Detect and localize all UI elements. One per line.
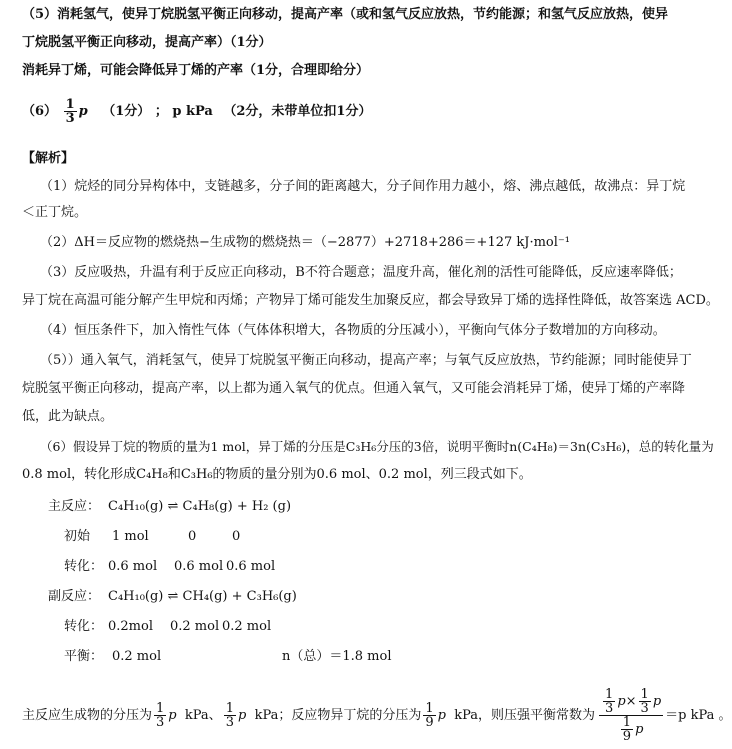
big-frac-num (599, 688, 663, 716)
big-frac-den (617, 716, 646, 743)
final-text-3: kPa；反应物异丁烷的分压为 (254, 707, 422, 723)
fraction (603, 688, 615, 715)
main-reaction-label: 主反应： (48, 499, 101, 514)
frac-den: 3 (65, 111, 75, 126)
analysis-6-line1: （6）假设异丁烷的物质的量为1 mol，异丁烯的分压是C₃H₆分压的3倍，说明平衡时n(C₄H₈)＝3n(C₃H₆)，总的转化量为 (40, 439, 714, 454)
final-text-5: ＝p kPa 。 (665, 707, 732, 723)
unit-text: p kPa (172, 104, 213, 119)
frac-num: 1 (605, 687, 614, 702)
conv-value: 0.6 mol (226, 559, 276, 574)
total-moles: n（总）＝1.8 mol (282, 649, 392, 664)
analysis-1-line1: （1）烷烃的同分异构体中，支链越多，分子间的距离越大，分子间作用力越小，熔、沸点越低，故沸点：异丁烷 (40, 179, 686, 194)
frac-num: 1 (640, 687, 649, 702)
conv2-label: 转化： (64, 619, 104, 634)
analysis-title: 【解析】 (22, 151, 75, 166)
fraction-one-third (64, 98, 77, 125)
fraction (423, 702, 435, 729)
var-p: p (78, 104, 88, 119)
answer-5-line2: 丁烷脱氢平衡正向移动，提高产率）（1分） (22, 35, 272, 50)
conv-value: 0.6 mol (174, 559, 224, 574)
frac-den: 9 (622, 729, 632, 744)
frac-num: 1 (622, 715, 632, 730)
final-text-4: kPa，则压强平衡常数为 (454, 707, 596, 723)
score-1: （1分） (102, 104, 151, 119)
var-p: p (652, 694, 662, 709)
side-reaction-label: 副反应： (48, 589, 101, 604)
conv-value: 0.6 mol (108, 559, 158, 574)
answer-6-label: （6） (22, 104, 58, 119)
analysis-3-line1: （3）反应吸热，升温有利于反应正向移动，B不符合题意；温度升高，催化剂的活性可能降低，反应速率降低； (40, 265, 682, 280)
var-p: p (168, 707, 177, 723)
answer-6 (22, 98, 371, 125)
var-p: p (437, 707, 446, 723)
analysis-5-line1: （5））通入氧气，消耗氢气，使异丁烷脱氢平衡正向移动，提高产率；与氧气反应放热，节约能源；同时能使异丁 (40, 353, 692, 368)
answer-5-line1: （5）消耗氢气，使异丁烷脱氢平衡正向移动，提高产率（或和氢气反应放热，节约能源；和氢气反应放热，使异 (22, 7, 669, 22)
analysis-5-line3: 低，此为缺点。 (22, 409, 114, 424)
fraction (621, 716, 633, 743)
frac-den: 3 (640, 701, 649, 716)
analysis-4: （4）恒压条件下，加入惰性气体（气体体积增大，各物质的分压减小），平衡向气体分子数增加的方向移动。 (40, 323, 666, 338)
frac-den: 3 (156, 715, 165, 730)
times-sign: × (625, 694, 637, 709)
init-label: 初始 (64, 529, 91, 544)
fraction (224, 702, 236, 729)
fraction (154, 702, 166, 729)
frac-den: 3 (225, 715, 234, 730)
conv-label: 转化： (64, 559, 104, 574)
analysis-1-line2: ＜正丁烷。 (22, 205, 88, 220)
conv2-value: 0.2 mol (222, 619, 272, 634)
eq-value: 0.2 mol (112, 649, 162, 664)
answer-5-line3: 消耗异丁烯，可能会降低异丁烯的产率（1分，合理即给分） (22, 63, 370, 78)
init-value: 1 mol (112, 529, 149, 544)
separator: ； (154, 104, 168, 119)
final-text-2: kPa、 (184, 707, 222, 723)
init-value: 0 (232, 529, 241, 544)
var-p: p (635, 722, 644, 737)
frac-num: 1 (425, 701, 434, 716)
frac-num: 1 (225, 701, 234, 716)
frac-den: 9 (425, 715, 434, 730)
big-fraction (599, 688, 663, 743)
analysis-5-line2: 烷脱氢平衡正向移动，提高产率，以上都为通入氧气的优点。但通入氧气，又可能会消耗异丁烯，使异丁烯的产率降 (22, 381, 686, 396)
fraction (639, 688, 651, 715)
frac-den: 3 (605, 701, 614, 716)
conv2-value: 0.2mol (108, 619, 153, 634)
analysis-6-line2: 0.8 mol，转化形成C₄H₈和C₃H₆的物质的量分别为0.6 mol、0.2 mol，列三段式如下。 (22, 467, 532, 482)
frac-num: 1 (65, 97, 75, 112)
analysis-2: （2）ΔH＝反应物的燃烧热−生成物的燃烧热＝（−2877）+2718+286＝+127 kJ·mol⁻¹ (40, 235, 570, 250)
analysis-3-line2: 异丁烷在高温可能分解产生甲烷和丙烯；产物异丁烯可能发生加聚反应，都会导致异丁烯的选择性降低，故答案选 ACD。 (22, 293, 719, 308)
var-p: p (617, 694, 626, 709)
final-expression (22, 688, 732, 743)
eq-label: 平衡： (64, 649, 104, 664)
conv2-value: 0.2 mol (170, 619, 220, 634)
main-reaction-equation: C₄H₁₀(g) ⇌ C₄H₈(g) + H₂ (g) (108, 499, 292, 514)
frac-num: 1 (156, 701, 165, 716)
final-text-1: 主反应生成物的分压为 (22, 707, 153, 723)
init-value: 0 (188, 529, 197, 544)
score-2: （2分，未带单位扣1分） (223, 104, 372, 119)
var-p: p (237, 707, 247, 723)
side-reaction-equation: C₄H₁₀(g) ⇌ CH₄(g) + C₃H₆(g) (108, 589, 297, 604)
